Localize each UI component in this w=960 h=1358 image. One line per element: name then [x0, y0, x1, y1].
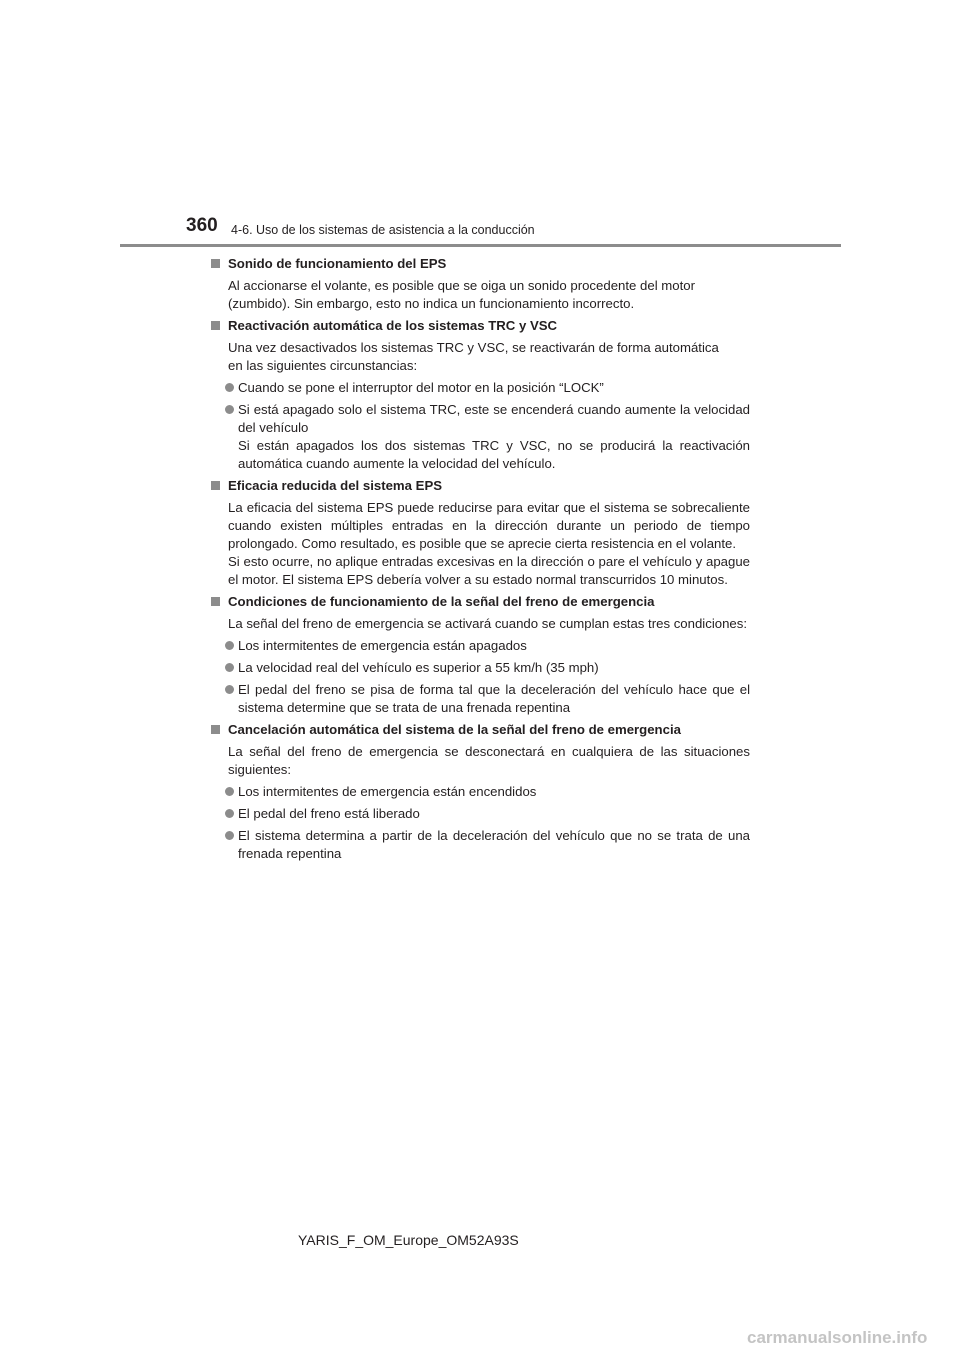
square-bullet-icon: [211, 725, 220, 734]
section-heading-text: Eficacia reducida del sistema EPS: [228, 478, 443, 493]
section: [210, 477, 750, 589]
list-item-text: Si están apagados los dos sistemas TRC y VSC, no se producirá la reactivación automática cuando aumente la velocidad del vehículo.: [238, 438, 750, 471]
section-heading: [210, 721, 750, 739]
round-bullet-icon: [225, 405, 234, 414]
list-item: [210, 379, 750, 397]
round-bullet-icon: [225, 685, 234, 694]
section-heading: [210, 255, 750, 273]
paragraph-line: en las siguientes circunstancias:: [228, 358, 418, 373]
list-item-text: Si está apagado solo el sistema TRC, este se encenderá cuando aumente la velocidad del vehículo: [238, 402, 750, 435]
paragraph-line: La eficacia del sistema EPS puede reducirse para evitar que el sistema se sobrecaliente cuando existen múltiples entradas en la dirección durante un periodo de tiempo prolongado. Como resultado, es posible que se aprecie cierta resistencia en el volante.: [228, 500, 750, 551]
list-item-text: Cuando se pone el interruptor del motor en la posición “LOCK”: [238, 380, 604, 395]
section: [210, 721, 750, 863]
paragraph-line: (zumbido). Sin embargo, esto no indica un funcionamiento incorrecto.: [228, 296, 635, 311]
round-bullet-icon: [225, 831, 234, 840]
paragraph-line: Si esto ocurre, no aplique entradas excesivas en la dirección o pare el vehículo y apague el motor. El sistema EPS debería volver a su estado normal transcurridos 10 minutos.: [228, 554, 750, 587]
list-item-text: El sistema determina a partir de la deceleración del vehículo que no se trata de una frenada repentina: [238, 828, 750, 861]
round-bullet-icon: [225, 809, 234, 818]
footer-document-code: YARIS_F_OM_Europe_OM52A93S: [298, 1232, 519, 1248]
list-item-text: El pedal del freno se pisa de forma tal que la deceleración del vehículo hace que el sistema determine que se trata de una frenada repentina: [238, 682, 750, 715]
manual-content: [210, 255, 750, 867]
round-bullet-icon: [225, 641, 234, 650]
section-heading: [210, 317, 750, 335]
running-head: 4-6. Uso de los sistemas de asistencia a la conducción: [231, 223, 535, 237]
section-paragraph: [210, 499, 750, 589]
round-bullet-icon: [225, 663, 234, 672]
section: [210, 317, 750, 473]
section-heading-text: Sonido de funcionamiento del EPS: [228, 256, 447, 271]
section-heading-text: Cancelación automática del sistema de la señal del freno de emergencia: [228, 722, 681, 737]
paragraph-line: Al accionarse el volante, es posible que se oiga un sonido procedente del motor: [228, 278, 695, 293]
paragraph-line: Una vez desactivados los sistemas TRC y VSC, se reactivarán de forma automática: [228, 340, 719, 355]
page-number: 360: [186, 215, 218, 236]
section-heading: [210, 593, 750, 611]
list-item: [210, 681, 750, 717]
square-bullet-icon: [211, 321, 220, 330]
section-heading: [210, 477, 750, 495]
list-item: [210, 783, 750, 801]
section: [210, 593, 750, 717]
list-item: [210, 827, 750, 863]
section-paragraph: [210, 615, 750, 633]
header-rule: [120, 244, 841, 247]
round-bullet-icon: [225, 383, 234, 392]
list-item-text: La velocidad real del vehículo es superior a 55 km/h (35 mph): [238, 660, 599, 675]
round-bullet-icon: [225, 787, 234, 796]
section-paragraph: [210, 277, 750, 313]
list-item-text: El pedal del freno está liberado: [238, 806, 420, 821]
list-item-text: Los intermitentes de emergencia están encendidos: [238, 784, 537, 799]
section-paragraph: [210, 339, 750, 375]
square-bullet-icon: [211, 481, 220, 490]
list-item: [210, 805, 750, 823]
section-heading-text: Condiciones de funcionamiento de la señal del freno de emergencia: [228, 594, 655, 609]
section: [210, 255, 750, 313]
list-item: [210, 637, 750, 655]
section-heading-text: Reactivación automática de los sistemas TRC y VSC: [228, 318, 558, 333]
paragraph-line: La señal del freno de emergencia se desconectará en cualquiera de las situaciones siguientes:: [228, 744, 750, 777]
list-item-text: Los intermitentes de emergencia están apagados: [238, 638, 527, 653]
section-paragraph: [210, 743, 750, 779]
square-bullet-icon: [211, 259, 220, 268]
list-item: [210, 401, 750, 473]
paragraph-line: La señal del freno de emergencia se activará cuando se cumplan estas tres condiciones:: [228, 616, 748, 631]
square-bullet-icon: [211, 597, 220, 606]
list-item: [210, 659, 750, 677]
watermark: carmanualsonline.info: [747, 1328, 928, 1347]
